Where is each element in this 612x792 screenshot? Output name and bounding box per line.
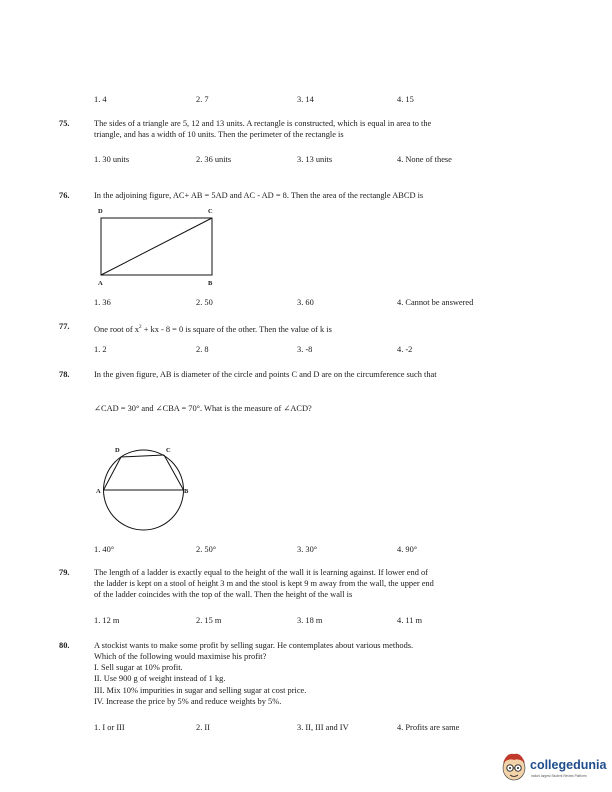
chord-ad: [104, 457, 122, 490]
q79-text-line-2: the ladder is kept on a stool of height 3 m and the stool is kept 9 m away from the wall, the upper end: [94, 579, 434, 588]
q75-option-3: 3. 13 units: [297, 155, 333, 164]
q76-label-c: C: [208, 208, 213, 215]
q78-label-b: B: [184, 488, 189, 495]
q80-option-3: 3. II, III and IV: [297, 723, 349, 732]
q77-text-a: One root of x: [94, 324, 139, 334]
q75-text-line-1: The sides of a triangle are 5, 12 and 13 units. A rectangle is constructed, which is equal in area to the: [94, 119, 432, 128]
chord-dc: [121, 455, 164, 457]
q76-option-2: 2. 50: [196, 298, 213, 307]
q77-option-2: 2. 8: [196, 345, 209, 354]
q77-superscript: 2: [138, 324, 142, 330]
brand-name: collegedunia: [530, 758, 607, 772]
q76-option-1: 1. 36: [94, 298, 111, 307]
q76-option-4: 4. Cannot be answered: [397, 298, 474, 307]
q78-option-1: 1. 40°: [94, 545, 115, 554]
brand-logo: [499, 751, 609, 787]
q79-text-line-3: of the ladder coincides with the top of the wall. Then the height of the wall is: [94, 590, 353, 599]
q78-text: In the given figure, AB is diameter of the circle and points C and D are on the circumference such that: [94, 370, 437, 379]
q77-option-4: 4. -2: [397, 345, 413, 354]
q74-option-2: 2. 7: [196, 95, 209, 104]
q77-option-1: 1. 2: [94, 345, 107, 354]
q80-option-2: 2. II: [196, 723, 210, 732]
q75-option-1: 1. 30 units: [94, 155, 130, 164]
q78-number: 78.: [59, 370, 70, 379]
q80-text-line-5: III. Mix 10% impurities in sugar and selling sugar at cost price.: [94, 686, 307, 695]
q76-option-3: 3. 60: [297, 298, 314, 307]
q79-option-2: 2. 15 m: [196, 616, 222, 625]
q80-text-line-2: Which of the following would maximise his profit?: [94, 652, 267, 661]
q78-option-4: 4. 90°: [397, 545, 418, 554]
q78-label-d: D: [115, 447, 120, 454]
q76-number: 76.: [59, 191, 70, 200]
q80-number: 80.: [59, 641, 70, 650]
q79-option-4: 4. 11 m: [397, 616, 423, 625]
brand-tagline: India's largest Student Review Platform: [531, 774, 587, 778]
q77-option-3: 3. -8: [297, 345, 313, 354]
chord-cb: [164, 455, 184, 490]
q78-option-3: 3. 30°: [297, 545, 318, 554]
q76-label-a: A: [98, 280, 103, 287]
q79-option-3: 3. 18 m: [297, 616, 323, 625]
q75-option-4: 4. None of these: [397, 155, 452, 164]
q78-label-c: C: [166, 447, 171, 454]
q78-option-2: 2. 50°: [196, 545, 217, 554]
q77-number: 77.: [59, 322, 70, 331]
q74-option-3: 3. 14: [297, 95, 314, 104]
q74-option-1: 1. 4: [94, 95, 107, 104]
q79-option-1: 1. 12 m: [94, 616, 120, 625]
q80-option-1: 1. I or III: [94, 723, 125, 732]
q76-text: In the adjoining figure, AC+ AB = 5AD and AC - AD = 8. Then the area of the rectangle ABCD is: [94, 191, 424, 200]
q76-label-d: D: [98, 208, 103, 215]
q77-text-b: + kx - 8 = 0 is square of the other. Then the value of k is: [141, 324, 332, 334]
q76-label-b: B: [208, 280, 213, 287]
q75-number: 75.: [59, 119, 70, 128]
q78-text-2: ∠CAD = 30° and ∠CBA = 70°. What is the measure of ∠ACD?: [94, 404, 312, 413]
q80-option-4: 4. Profits are same: [397, 723, 460, 732]
q80-text-line-6: IV. Increase the price by 5% and reduce weights by 5%.: [94, 697, 282, 706]
q75-option-2: 2. 36 units: [196, 155, 232, 164]
q79-number: 79.: [59, 568, 70, 577]
q74-option-4: 4. 15: [397, 95, 414, 104]
q80-text-line-3: I. Sell sugar at 10% profit.: [94, 663, 183, 672]
q80-text-line-1: A stockist wants to make some profit by selling sugar. He contemplates about various methods.: [94, 641, 414, 650]
q80-text-line-4: II. Use 900 g of weight instead of 1 kg.: [94, 674, 226, 683]
mascot-icon: [499, 751, 529, 783]
q78-label-a: A: [96, 488, 101, 495]
q75-text-line-2: triangle, and has a width of 10 units. Then the perimeter of the rectangle is: [94, 130, 344, 139]
q79-text-line-1: The length of a ladder is exactly equal to the height of the wall it is learning against. If lower end of: [94, 568, 428, 577]
